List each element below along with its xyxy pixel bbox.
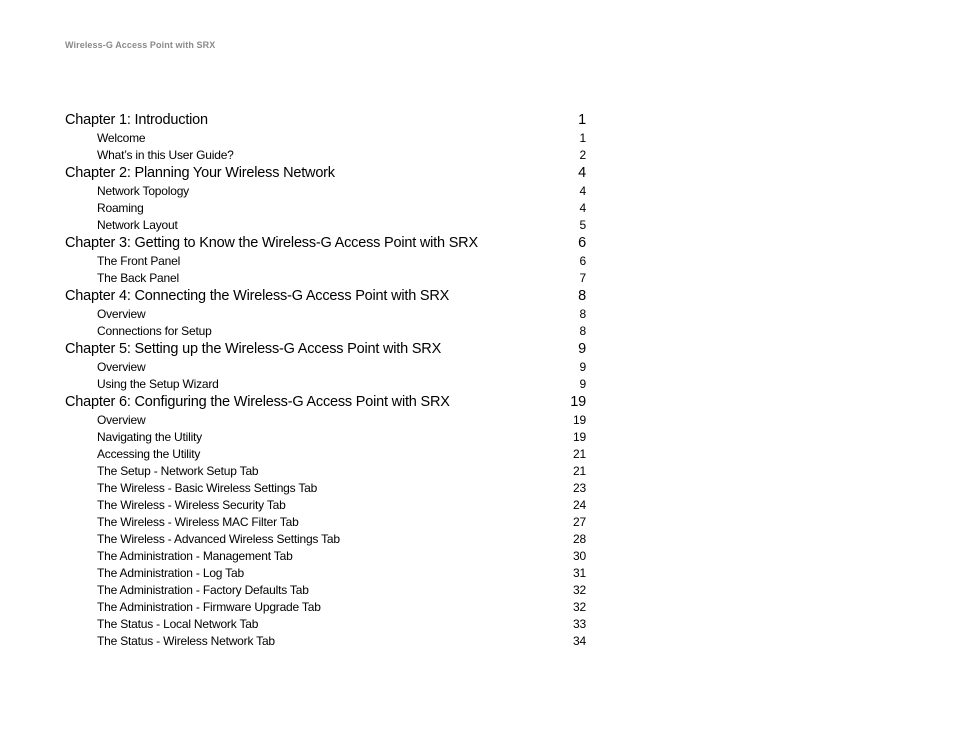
- section-page-number: 21: [573, 464, 586, 478]
- toc-section[interactable]: [65, 376, 586, 393]
- toc-section[interactable]: [65, 599, 586, 616]
- chapter-title: Chapter 2: Planning Your Wireless Network: [65, 165, 335, 181]
- running-header: Wireless-G Access Point with SRX: [65, 40, 216, 50]
- section-page-number: 19: [573, 413, 586, 427]
- section-title: The Status - Local Network Tab: [97, 617, 259, 631]
- section-title: Welcome: [97, 131, 146, 145]
- chapter-page-number: 8: [578, 288, 586, 304]
- section-page-number: 27: [573, 515, 586, 529]
- toc-section[interactable]: [65, 582, 586, 599]
- toc-section[interactable]: [65, 183, 586, 200]
- section-title: Navigating the Utility: [97, 430, 202, 444]
- toc-chapter[interactable]: [65, 287, 586, 305]
- toc-section[interactable]: [65, 531, 586, 548]
- section-page-number: 5: [579, 218, 586, 232]
- section-title: The Wireless - Basic Wireless Settings Tab: [97, 481, 318, 495]
- section-title: The Wireless - Wireless Security Tab: [97, 498, 286, 512]
- toc-chapter[interactable]: [65, 393, 586, 411]
- section-title: The Administration - Firmware Upgrade Tab: [97, 600, 321, 614]
- toc-chapter[interactable]: [65, 164, 586, 182]
- section-page-number: 2: [579, 148, 586, 162]
- toc-section[interactable]: [65, 480, 586, 497]
- chapter-title: Chapter 5: Setting up the Wireless-G Access Point with SRX: [65, 341, 442, 357]
- toc-section[interactable]: [65, 270, 586, 287]
- section-page-number: 7: [579, 271, 586, 285]
- section-page-number: 23: [573, 481, 586, 495]
- section-title: Using the Setup Wizard: [97, 377, 219, 391]
- section-page-number: 33: [573, 617, 586, 631]
- toc-section[interactable]: [65, 306, 586, 323]
- section-title: The Setup - Network Setup Tab: [97, 464, 259, 478]
- section-title: The Administration - Management Tab: [97, 549, 293, 563]
- toc-section[interactable]: [65, 548, 586, 565]
- toc-section[interactable]: [65, 323, 586, 340]
- section-page-number: 32: [573, 600, 586, 614]
- section-title: Connections for Setup: [97, 324, 212, 338]
- section-title: Network Layout: [97, 218, 178, 232]
- section-title: Overview: [97, 307, 146, 321]
- toc-section[interactable]: [65, 514, 586, 531]
- toc-section[interactable]: [65, 446, 586, 463]
- toc-chapter[interactable]: [65, 111, 586, 129]
- toc-section[interactable]: [65, 217, 586, 234]
- chapter-title: Chapter 6: Configuring the Wireless-G Access Point with SRX: [65, 394, 450, 410]
- toc-section[interactable]: [65, 565, 586, 582]
- toc-chapter[interactable]: [65, 234, 586, 252]
- toc-section[interactable]: [65, 130, 586, 147]
- section-title: Overview: [97, 360, 146, 374]
- section-page-number: 31: [573, 566, 586, 580]
- section-page-number: 32: [573, 583, 586, 597]
- section-page-number: 9: [579, 360, 586, 374]
- table-of-contents: [65, 111, 586, 650]
- section-page-number: 34: [573, 634, 586, 648]
- section-page-number: 4: [579, 184, 586, 198]
- chapter-page-number: 6: [578, 235, 586, 251]
- chapter-title: Chapter 1: Introduction: [65, 112, 208, 128]
- chapter-title: Chapter 3: Getting to Know the Wireless-G Access Point with SRX: [65, 235, 478, 251]
- section-page-number: 8: [579, 307, 586, 321]
- section-page-number: 4: [579, 201, 586, 215]
- toc-section[interactable]: [65, 497, 586, 514]
- section-title: The Front Panel: [97, 254, 181, 268]
- section-page-number: 30: [573, 549, 586, 563]
- toc-section[interactable]: [65, 429, 586, 446]
- chapter-page-number: 1: [578, 112, 586, 128]
- section-page-number: 1: [579, 131, 586, 145]
- section-page-number: 21: [573, 447, 586, 461]
- section-title: Accessing the Utility: [97, 447, 201, 461]
- toc-section[interactable]: [65, 253, 586, 270]
- section-page-number: 24: [573, 498, 586, 512]
- section-title: The Wireless - Advanced Wireless Settings Tab: [97, 532, 340, 546]
- toc-section[interactable]: [65, 359, 586, 376]
- toc-section[interactable]: [65, 147, 586, 164]
- section-title: The Wireless - Wireless MAC Filter Tab: [97, 515, 299, 529]
- chapter-page-number: 9: [578, 341, 586, 357]
- section-title: What’s in this User Guide?: [97, 148, 234, 162]
- toc-section[interactable]: [65, 463, 586, 480]
- section-page-number: 6: [579, 254, 586, 268]
- section-title: Overview: [97, 413, 146, 427]
- toc-section[interactable]: [65, 616, 586, 633]
- section-page-number: 28: [573, 532, 586, 546]
- toc-section[interactable]: [65, 412, 586, 429]
- section-title: The Back Panel: [97, 271, 179, 285]
- section-title: The Status - Wireless Network Tab: [97, 634, 275, 648]
- section-title: Roaming: [97, 201, 144, 215]
- chapter-title: Chapter 4: Connecting the Wireless-G Access Point with SRX: [65, 288, 450, 304]
- chapter-page-number: 19: [570, 394, 586, 410]
- toc-chapter[interactable]: [65, 340, 586, 358]
- section-title: The Administration - Log Tab: [97, 566, 244, 580]
- toc-section[interactable]: [65, 200, 586, 217]
- section-page-number: 9: [579, 377, 586, 391]
- section-title: Network Topology: [97, 184, 189, 198]
- section-page-number: 8: [579, 324, 586, 338]
- section-title: The Administration - Factory Defaults Tab: [97, 583, 309, 597]
- chapter-page-number: 4: [578, 165, 586, 181]
- toc-section[interactable]: [65, 633, 586, 650]
- section-page-number: 19: [573, 430, 586, 444]
